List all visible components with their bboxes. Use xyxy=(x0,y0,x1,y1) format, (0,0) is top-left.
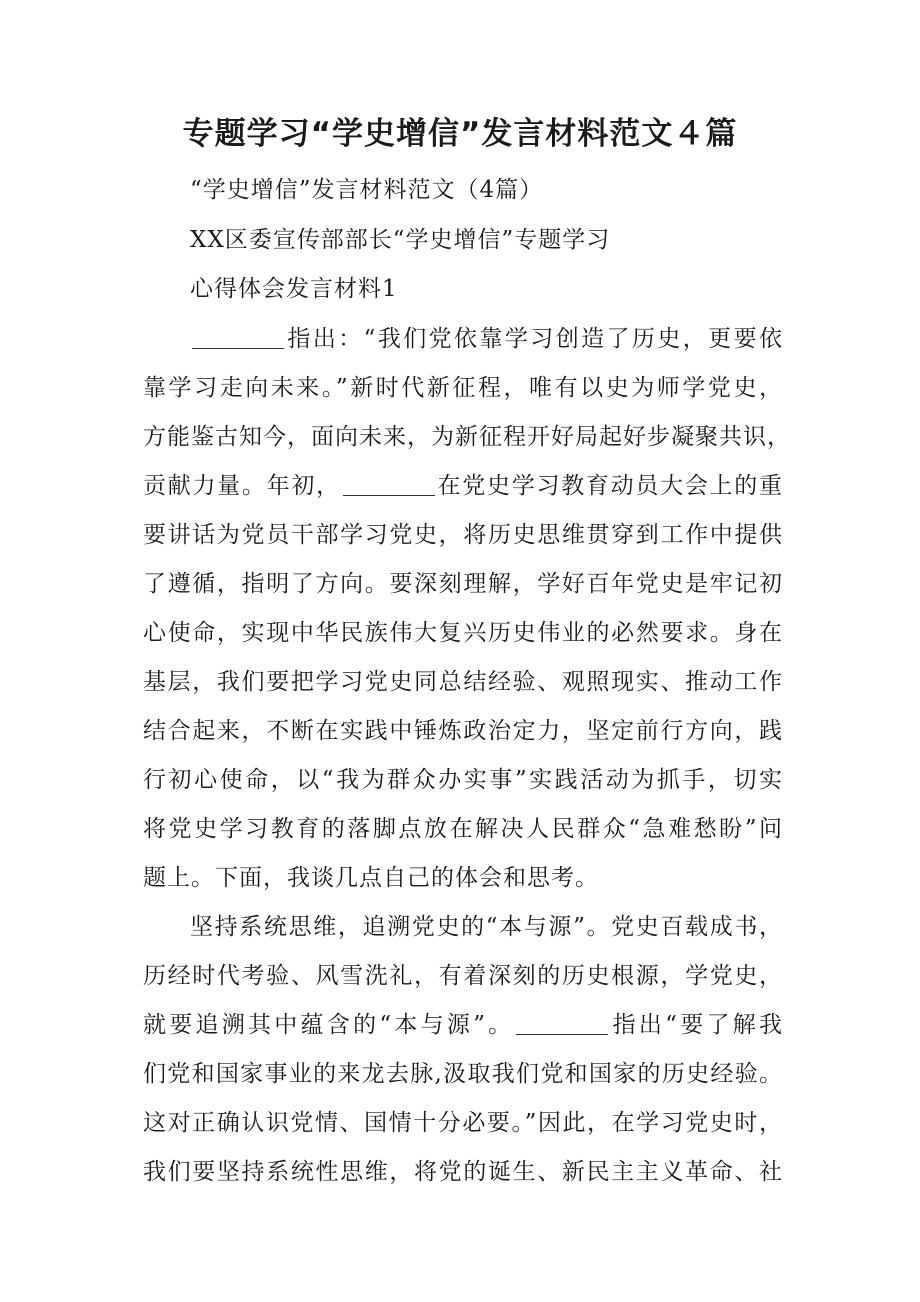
redacted-blank xyxy=(516,1012,608,1035)
document-title: 专题学习“学史增信”发言材料范文４篇 xyxy=(182,116,738,152)
paragraph-2-line-5: 这对正确认识党情、国情十分必要。”因此，在学习党史时， xyxy=(143,1110,783,1136)
paragraph-1-line-4: 贡献力量。年初， 在党史学习教育动员大会上的重 xyxy=(143,473,784,499)
paragraph-2-line-4: 们党和国家事业的来龙去脉,汲取我们党和国家的历史经验。 xyxy=(143,1061,783,1087)
paragraph-2-line-2: 历经时代考验、风雪洗礼，有着深刻的历史根源，学党史， xyxy=(143,963,783,989)
paragraph-1-line-6: 了遵循，指明了方向。要深刻理解，学好百年党史是牢记初 xyxy=(143,571,783,597)
paragraph-2-line-6: 我们要坚持系统性思维，将党的诞生、新民主主义革命、社 xyxy=(143,1159,783,1185)
paragraph-1-line-10: 行初心使命，以“我为群众办实事”实践活动为抓手，切实 xyxy=(143,767,783,793)
paragraph-1-line-9: 结合起来，不断在实践中锤炼政治定力，坚定前行方向，践 xyxy=(143,718,783,744)
paragraph-2-line-3: 就要追溯其中蕴含的“本与源”。 指出“要了解我 xyxy=(143,1012,783,1038)
section-heading-line-2: 心得体会发言材料1 xyxy=(190,276,398,302)
paragraph-1-line-2: 靠学习走向未来。”新时代新征程，唯有以史为师学党史， xyxy=(143,375,783,401)
paragraph-1-line-1: 指出：“我们党依靠学习创造了历史，更要依 xyxy=(190,323,783,355)
paragraph-1-line-3: 方能鉴古知今，面向未来，为新征程开好局起好步凝聚共识， xyxy=(143,424,791,450)
redacted-blank xyxy=(192,326,284,349)
paragraph-1-line-12: 题上。下面，我谈几点自己的体会和思考。 xyxy=(143,865,599,891)
redacted-blank xyxy=(343,473,435,496)
section-heading-line-1: XX区委宣传部部长“学史增信”专题学习 xyxy=(190,227,611,253)
paragraph-1-line-7: 心使命，实现中华民族伟大复兴历史伟业的必然要求。身在 xyxy=(143,620,783,646)
paragraph-1-line-5: 要讲话为党员干部学习党史，将历史思维贯穿到工作中提供 xyxy=(143,522,783,548)
document-subtitle: “学史增信”发言材料范文（4篇） xyxy=(190,177,544,203)
paragraph-2-line-1: 坚持系统思维，追溯党史的“本与源”。党史百载成书， xyxy=(190,914,783,940)
paragraph-1-line-8: 基层，我们要把学习党史同总结经验、观照现实、推动工作 xyxy=(143,669,783,695)
paragraph-1-line-11: 将党史学习教育的落脚点放在解决人民群众“急难愁盼”问 xyxy=(143,816,783,842)
